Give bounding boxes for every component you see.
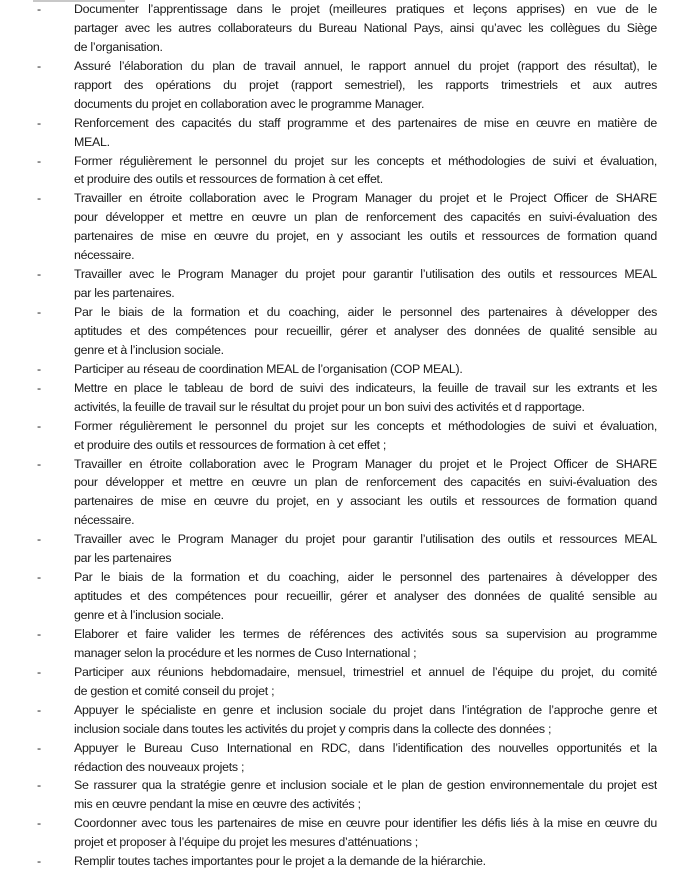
list-item bbox=[0, 152, 700, 190]
text-line: Coordonner avec tous les partenaires de mise en œuvre pour identifier les défis liés à la mise en œuvre du bbox=[74, 816, 657, 831]
bullet-dash: - bbox=[37, 778, 42, 793]
text-line: documents du projet en collaboration avec le programme Manager. bbox=[74, 96, 425, 111]
bullet-dash: - bbox=[37, 2, 42, 16]
text-line: Appuyer le spécialiste en genre et inclusion sociale du projet dans l’intégration de l’approche genre et bbox=[74, 702, 657, 717]
text-line: genre et à l’inclusion sociale. bbox=[74, 608, 224, 622]
text-line: de gestion et comité conseil du projet ; bbox=[74, 683, 275, 698]
list-item bbox=[0, 663, 700, 701]
text-line: de l’organisation. bbox=[74, 39, 163, 54]
list-item bbox=[0, 57, 700, 114]
list-item-text bbox=[74, 530, 657, 568]
list-item bbox=[0, 360, 700, 379]
list-item-text bbox=[74, 303, 657, 360]
bullet-dash: - bbox=[37, 418, 42, 433]
text-line: mis en œuvre pendant la mise en œuvre des activités ; bbox=[74, 797, 361, 812]
bullet-dash: - bbox=[37, 816, 42, 831]
list-item-text bbox=[74, 852, 657, 871]
bullet-dash: - bbox=[37, 115, 42, 130]
text-line: pour développer et mettre en œuvre un plan de renforcement des capacités en suivi-évaluation des bbox=[74, 210, 657, 225]
text-line: pour développer et mettre en œuvre un plan de renforcement des capacités en suivi-évaluation des bbox=[74, 475, 657, 490]
text-line: Se rassurer qua la stratégie genre et inclusion sociale et le plan de gestion environnementale du projet est bbox=[74, 778, 657, 793]
list-item-text bbox=[74, 0, 657, 57]
bullet-dash: - bbox=[37, 740, 42, 755]
list-item bbox=[0, 379, 700, 417]
text-line: nécessaire. bbox=[74, 513, 135, 528]
list-item bbox=[0, 114, 700, 152]
list-item bbox=[0, 625, 700, 663]
text-line: inclusion sociale dans toutes les activités du projet y compris dans la collecte des données ; bbox=[74, 721, 552, 736]
text-line: Assuré l’élaboration du plan de travail annuel, le rapport annuel du projet (rapport des résultat), le bbox=[74, 58, 657, 73]
bullet-dash: - bbox=[37, 456, 42, 471]
list-item bbox=[0, 530, 700, 568]
list-item bbox=[0, 701, 700, 739]
text-line: MEAL. bbox=[74, 134, 110, 149]
text-line: et produire des outils et ressources de formation à cet effet. bbox=[74, 172, 383, 187]
text-line: Participer au réseau de coordination MEAL de l’organisation (COP MEAL). bbox=[74, 361, 463, 376]
bullet-dash: - bbox=[37, 626, 42, 641]
text-line: par les partenaires bbox=[74, 551, 172, 566]
bullet-dash: - bbox=[37, 570, 42, 585]
text-line: Mettre en place le tableau de bord de suivi des indicateurs, la feuille de travail sur les extrants et les bbox=[74, 380, 657, 395]
text-line: aptitudes et des compétences pour recueillir, gérer et analyser des données de qualité sensible au bbox=[74, 323, 657, 338]
bullet-dash: - bbox=[37, 267, 42, 282]
text-line: Travailler avec le Program Manager du projet pour garantir l’utilisation des outils et ressources MEAL bbox=[74, 267, 657, 282]
list-item-text bbox=[74, 701, 657, 739]
text-line: projet et proposer à l’équipe du projet les mesures d’atténuations ; bbox=[74, 835, 418, 850]
text-line: Former régulièrement le personnel du projet sur les concepts et méthodologies de suivi et évaluation, bbox=[74, 418, 657, 433]
list-item bbox=[0, 776, 700, 814]
text-line: Documenter l’apprentissage dans le projet (meilleures pratiques et leçons apprises) en vue de le bbox=[74, 2, 657, 16]
list-item-text bbox=[74, 739, 657, 777]
bullet-dash: - bbox=[37, 702, 42, 717]
bullet-dash: - bbox=[37, 532, 42, 547]
list-item-text bbox=[74, 568, 657, 625]
list-item bbox=[0, 852, 700, 871]
list-item-text bbox=[74, 814, 657, 852]
text-line: Par le biais de la formation et du coaching, aider le personnel des partenaires à développer des bbox=[74, 570, 657, 585]
text-line: activités, la feuille de travail sur le résultat du projet pour un bon suivi des activités et d rapportage. bbox=[74, 399, 585, 414]
list-item-text bbox=[74, 114, 657, 152]
bullet-dash: - bbox=[37, 305, 42, 319]
list-item-text bbox=[74, 265, 657, 303]
text-line: rédaction des nouveaux projets ; bbox=[74, 759, 245, 774]
text-line: et produire des outils et ressources de formation à cet effet ; bbox=[74, 437, 387, 452]
list-item bbox=[0, 568, 700, 625]
text-line: Par le biais de la formation et du coaching, aider le personnel des partenaires à développer des bbox=[74, 305, 657, 319]
bullet-dash: - bbox=[37, 664, 42, 679]
list-item-text bbox=[74, 57, 657, 114]
bullet-dash: - bbox=[37, 380, 42, 395]
list-item-text bbox=[74, 776, 657, 814]
list-item-text bbox=[74, 417, 657, 455]
text-line: partenaires de mise en œuvre du projet, en y associant les outils et ressources de formation quand bbox=[74, 229, 657, 244]
list-item-text bbox=[74, 379, 657, 417]
text-line: partager avec les autres collaborateurs du Bureau National Pays, ainsi qu’avec les collègues du Siège bbox=[74, 20, 657, 35]
list-item bbox=[0, 814, 700, 852]
list-item-text bbox=[74, 189, 657, 265]
list-item bbox=[0, 455, 700, 531]
bullet-dash: - bbox=[37, 58, 42, 73]
bullet-dash: - bbox=[37, 361, 42, 376]
list-item bbox=[0, 739, 700, 777]
text-line: Former régulièrement le personnel du projet sur les concepts et méthodologies de suivi et évaluation, bbox=[74, 153, 657, 168]
text-line: Renforcement des capacités du staff programme et des partenaires de mise en œuvre en matière de bbox=[74, 115, 657, 130]
bullet-dash: - bbox=[37, 153, 42, 168]
bullet-dash: - bbox=[37, 854, 42, 869]
text-line: genre et à l’inclusion sociale. bbox=[74, 342, 224, 357]
text-line: aptitudes et des compétences pour recueillir, gérer et analyser des données de qualité sensible au bbox=[74, 589, 657, 604]
text-line: par les partenaires. bbox=[74, 286, 175, 301]
text-line: nécessaire. bbox=[74, 248, 135, 263]
text-line: Travailler avec le Program Manager du projet pour garantir l’utilisation des outils et ressources MEAL bbox=[74, 532, 657, 547]
text-line: rapport des opérations du projet (rapport semestriel), les rapports trimestriels et aux autres bbox=[74, 77, 657, 92]
list-item-text bbox=[74, 663, 657, 701]
text-line: manager selon la procédure et les normes de Cuso International ; bbox=[74, 645, 417, 660]
list-item-text bbox=[74, 455, 657, 531]
text-line: Elaborer et faire valider les termes de références des activités sous sa supervision au programme bbox=[74, 626, 657, 641]
text-line: Participer aux réunions hebdomadaire, mensuel, trimestriel et annuel de l’équipe du projet, du comité bbox=[74, 664, 657, 679]
list-item bbox=[0, 265, 700, 303]
list-item bbox=[0, 417, 700, 455]
list-item-text bbox=[74, 152, 657, 190]
text-line: Travailler en étroite collaboration avec le Program Manager du projet et le Project Officer de SHARE bbox=[74, 456, 657, 471]
list-item bbox=[0, 0, 700, 57]
list-item bbox=[0, 303, 700, 360]
list-item-text bbox=[74, 360, 657, 379]
list-item bbox=[0, 189, 700, 265]
list-item-text bbox=[74, 625, 657, 663]
bullet-dash: - bbox=[37, 191, 42, 206]
text-line: Remplir toutes taches importantes pour le projet a la demande de la hiérarchie. bbox=[74, 854, 486, 869]
text-line: Appuyer le Bureau Cuso International en RDC, dans l’identification des nouvelles opportunités et la bbox=[74, 740, 657, 755]
text-line: partenaires de mise en œuvre du projet, en y associant les outils et ressources de formation quand bbox=[74, 494, 657, 509]
text-line: Travailler en étroite collaboration avec le Program Manager du projet et le Project Officer de SHARE bbox=[74, 191, 657, 206]
